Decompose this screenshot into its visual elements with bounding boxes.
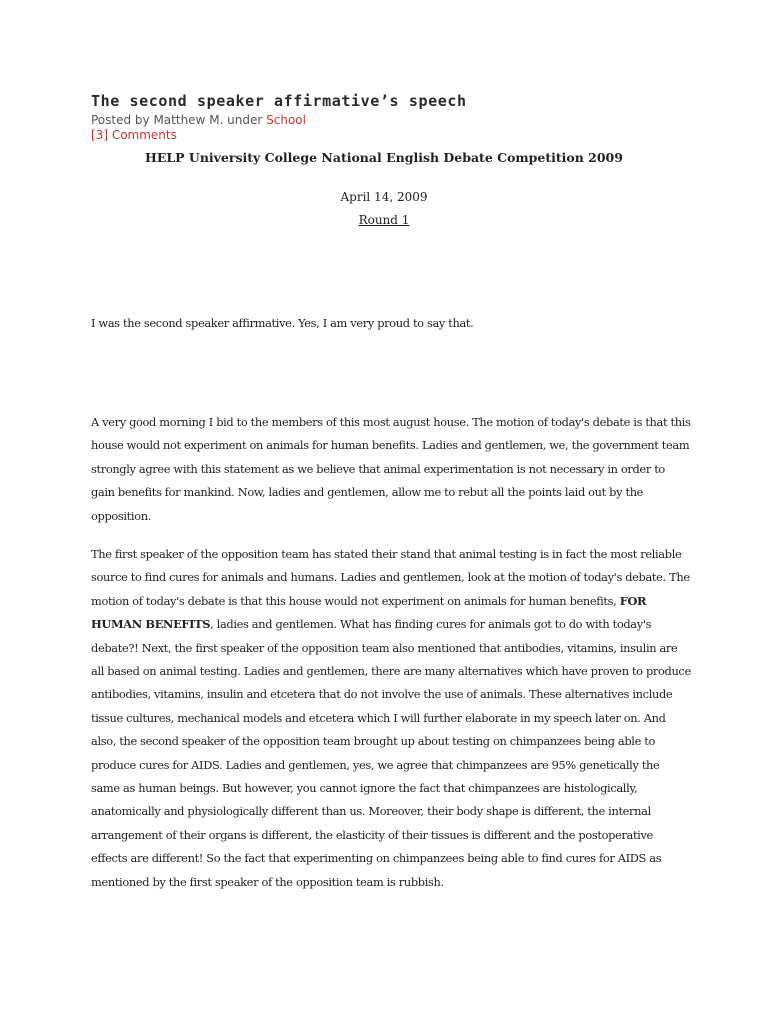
rebuttal-text-start: The first speaker of the opposition team has stated their stand that animal testing is in fact the most reliable source to find cures for animals and humans. Ladies and gentlemen, look at the motion of today's debate. The motion of today's debate is that this house would not experiment on animals for human benefits, [91, 547, 690, 608]
emphasis-text: FOR HUMAN BENEFITS [91, 593, 647, 632]
posted-by-text: Posted by Matthew M. under [91, 113, 267, 127]
round-label: Round 1 [358, 213, 410, 227]
post-title: The second speaker affirmative’s speech [91, 92, 467, 110]
comments-link[interactable]: [3] Comments [91, 128, 177, 142]
comments-row [91, 128, 177, 142]
speech-date: April 14, 2009 [340, 190, 428, 204]
rebuttal-paragraph [91, 543, 691, 894]
opening-paragraph: A very good morning I bid to the members of this most august house. The motion of today's debate is that this house would not experiment on animals for human benefits. Ladies and gentlemen, we, the government team strongly agree with this statement as we believe that animal experimentation is not necessary in order to gain benefits for mankind. Now, ladies and gentlemen, allow me to rebut all the points laid out by the opposition. [91, 415, 691, 523]
rebuttal-text-end: , ladies and gentlemen. What has finding cures for animals got to do with today's debate?! Next, the first speaker of the opposition team also mentioned that antibodies, vitamins, insulin are all based on animal testing. Ladies and gentlemen, there are many alternatives which have proven to produce antibodies, vitamins, insulin and etcetera that do not involve the use of animals. These alternatives include tissue cultures, mechanical models and etcetera which I will further elaborate in my speech later on. And also, the second speaker of the opposition team brought up about testing on chimpanzees being able to produce cures for AIDS. Ladies and gentlemen, yes, we agree that chimpanzees are 95% genetically the same as human beings. But however, you cannot ignore the fact that chimpanzees are histologically, anatomically and physiologically different than us. Moreover, their body shape is different, the internal arrangement of their organs is different, the elasticity of their tissues is different and the postoperative effects are different! So the fact that experimenting on chimpanzees being able to find cures for AIDS as mentioned by the first speaker of the opposition team is rubbish. [91, 617, 691, 889]
intro-paragraph: I was the second speaker affirmative. Yes, I am very proud to say that. [91, 316, 474, 330]
competition-heading: HELP University College National English Debate Competition 2009 [145, 150, 623, 165]
category-link[interactable]: School [266, 113, 306, 127]
post-meta [91, 113, 306, 127]
